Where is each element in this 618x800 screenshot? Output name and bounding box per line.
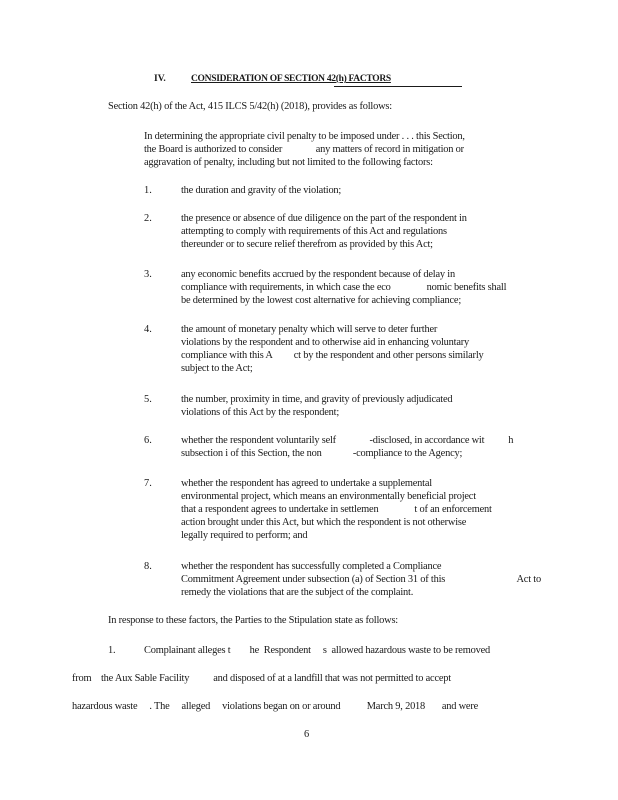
- factor-line: whether the respondent voluntarily self -disclosed, in accordance wit h: [181, 435, 514, 446]
- factor-number: 6.: [144, 435, 152, 446]
- factor-line: compliance with this A ct by the respondent and other persons similarly: [181, 350, 484, 361]
- factor-line: the presence or absence of due diligence on the part of the respondent in: [181, 213, 467, 224]
- factor-line: subject to the Act;: [181, 363, 253, 374]
- section-heading: CONSIDERATION OF SECTION 42(h) FACTORS: [191, 74, 391, 84]
- factor-line: thereunder or to secure relief therefrom as provided by this Act;: [181, 239, 433, 250]
- response-line: hazardous waste . The alleged violations began on or around March 9, 2018 and were: [72, 701, 479, 712]
- factor-line: the amount of monetary penalty which will serve to deter further: [181, 324, 438, 335]
- factor-number: 7.: [144, 478, 152, 489]
- factor-number: 3.: [144, 269, 152, 280]
- factor-line: the number, proximity in time, and gravity of previously adjudicated: [181, 394, 453, 405]
- factor-line: compliance with requirements, in which case the eco nomic benefits shall: [181, 282, 507, 293]
- factor-number: 8.: [144, 561, 152, 572]
- factor-number: 4.: [144, 324, 152, 335]
- factor-line: environmental project, which means an environmentally beneficial project: [181, 491, 476, 502]
- factor-line: violations by the respondent and to otherwise aid in enhancing voluntary: [181, 337, 470, 348]
- page-number: 6: [304, 729, 310, 740]
- intro-paragraph: Section 42(h) of the Act, 415 ILCS 5/42(h) (2018), provides as follows:: [108, 101, 392, 112]
- factor-line: subsection i of this Section, the non -compliance to the Agency;: [181, 448, 463, 459]
- factor-line: whether the respondent has successfully completed a Compliance: [181, 561, 442, 572]
- heading-underline: [334, 86, 462, 87]
- factor-line: attempting to comply with requirements of this Act and regulations: [181, 226, 447, 237]
- factor-line: be determined by the lowest cost alternative for achieving compliance;: [181, 295, 462, 306]
- quote-line: aggravation of penalty, including but not limited to the following factors:: [144, 157, 433, 168]
- response-line: from the Aux Sable Facility and disposed of at a landfill that was not permitted to accept: [72, 673, 451, 684]
- response-intro: In response to these factors, the Parties to the Stipulation state as follows:: [108, 615, 398, 626]
- factor-line: that a respondent agrees to undertake in settlemen t of an enforcement: [181, 504, 492, 515]
- factor-number: 5.: [144, 394, 152, 405]
- factor-line: whether the respondent has agreed to undertake a supplemental: [181, 478, 432, 489]
- factor-number: 1.: [144, 185, 152, 196]
- factor-number: 2.: [144, 213, 152, 224]
- response-number: 1.: [108, 645, 116, 656]
- factor-line: violations of this Act by the respondent;: [181, 407, 340, 418]
- quote-line: In determining the appropriate civil penalty to be imposed under . . . this Section,: [144, 131, 465, 142]
- factor-line: Commitment Agreement under subsection (a) of Section 31 of this Act to: [181, 574, 541, 585]
- factor-line: action brought under this Act, but which the respondent is not otherwise: [181, 517, 467, 528]
- response-line: Complainant alleges t he Respondent s allowed hazardous waste to be removed: [144, 645, 490, 656]
- factor-line: legally required to perform; and: [181, 530, 308, 541]
- factor-line: remedy the violations that are the subject of the complaint.: [181, 587, 414, 598]
- quote-line: the Board is authorized to consider any matters of record in mitigation or: [144, 144, 464, 155]
- factor-line: any economic benefits accrued by the respondent because of delay in: [181, 269, 455, 280]
- factor-line: the duration and gravity of the violation;: [181, 185, 342, 196]
- section-number: IV.: [154, 74, 166, 84]
